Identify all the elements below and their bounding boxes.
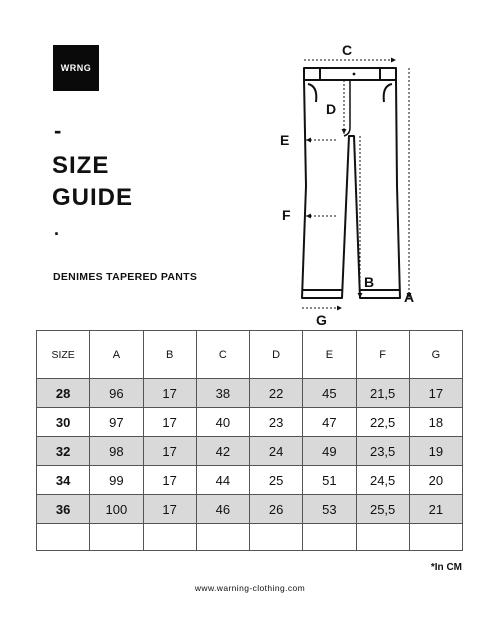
table-row bbox=[37, 495, 463, 524]
table-header-row bbox=[37, 331, 463, 379]
unit-note: *In CM bbox=[430, 562, 462, 573]
table-cell-empty bbox=[303, 524, 356, 551]
page-title bbox=[52, 150, 133, 214]
table-cell: 24 bbox=[250, 437, 303, 466]
header-size: SIZE bbox=[37, 331, 90, 379]
table-cell: 22,5 bbox=[356, 408, 409, 437]
table-cell: 17 bbox=[143, 437, 196, 466]
table-cell: 42 bbox=[196, 437, 249, 466]
table-cell: 21,5 bbox=[356, 379, 409, 408]
header-d: D bbox=[250, 331, 303, 379]
table-row bbox=[37, 379, 463, 408]
table-cell: 20 bbox=[409, 466, 462, 495]
table-row bbox=[37, 408, 463, 437]
table-cell: 21 bbox=[409, 495, 462, 524]
logo-text: WRNG bbox=[60, 63, 92, 73]
table-cell: 17 bbox=[143, 466, 196, 495]
table-cell: 40 bbox=[196, 408, 249, 437]
table-row bbox=[37, 466, 463, 495]
table-cell-empty bbox=[196, 524, 249, 551]
table-cell: 38 bbox=[196, 379, 249, 408]
table-cell: 96 bbox=[90, 379, 143, 408]
table-cell: 97 bbox=[90, 408, 143, 437]
table-row-empty bbox=[37, 524, 463, 551]
table-cell: 100 bbox=[90, 495, 143, 524]
label-d: D bbox=[326, 101, 337, 117]
header-g: G bbox=[409, 331, 462, 379]
title-line-2: GUIDE bbox=[52, 184, 134, 211]
table-cell: 28 bbox=[37, 379, 90, 408]
table-cell-empty bbox=[250, 524, 303, 551]
size-table bbox=[36, 330, 463, 551]
footer-url[interactable]: www.warning-clothing.com bbox=[194, 583, 306, 593]
table-cell: 51 bbox=[303, 466, 356, 495]
table-cell: 23 bbox=[250, 408, 303, 437]
table-cell: 25 bbox=[250, 466, 303, 495]
table-cell: 36 bbox=[37, 495, 90, 524]
label-e: E bbox=[280, 132, 290, 148]
product-name: DENIMES TAPERED PANTS bbox=[53, 271, 198, 283]
header-a: A bbox=[90, 331, 143, 379]
title-dot: . bbox=[54, 219, 60, 239]
table-cell: 17 bbox=[409, 379, 462, 408]
title-line-1: SIZE bbox=[52, 152, 110, 179]
title-dash: - bbox=[54, 118, 62, 143]
table-cell-empty bbox=[90, 524, 143, 551]
table-cell: 17 bbox=[143, 495, 196, 524]
table-cell: 53 bbox=[303, 495, 356, 524]
table-cell: 44 bbox=[196, 466, 249, 495]
table-cell: 23,5 bbox=[356, 437, 409, 466]
pants-measurement-diagram bbox=[270, 36, 430, 326]
table-cell-empty bbox=[37, 524, 90, 551]
table-cell: 26 bbox=[250, 495, 303, 524]
table-cell-empty bbox=[356, 524, 409, 551]
table-cell: 24,5 bbox=[356, 466, 409, 495]
table-cell: 45 bbox=[303, 379, 356, 408]
table-cell: 30 bbox=[37, 408, 90, 437]
table-cell: 17 bbox=[143, 379, 196, 408]
header-f: F bbox=[356, 331, 409, 379]
header-e: E bbox=[303, 331, 356, 379]
table-cell-empty bbox=[143, 524, 196, 551]
header-b: B bbox=[143, 331, 196, 379]
label-c: C bbox=[342, 42, 353, 58]
table-cell: 98 bbox=[90, 437, 143, 466]
header-c: C bbox=[196, 331, 249, 379]
label-a: A bbox=[404, 289, 415, 305]
table-row bbox=[37, 437, 463, 466]
table-cell: 46 bbox=[196, 495, 249, 524]
label-g: G bbox=[316, 312, 327, 326]
table-cell: 17 bbox=[143, 408, 196, 437]
label-f: F bbox=[282, 207, 291, 223]
table-cell: 47 bbox=[303, 408, 356, 437]
button-dot bbox=[353, 73, 356, 76]
table-cell: 34 bbox=[37, 466, 90, 495]
table-cell: 25,5 bbox=[356, 495, 409, 524]
table-cell: 99 bbox=[90, 466, 143, 495]
pants-outline bbox=[302, 68, 400, 298]
table-cell: 49 bbox=[303, 437, 356, 466]
label-b: B bbox=[364, 274, 375, 290]
table-cell: 22 bbox=[250, 379, 303, 408]
table-cell: 19 bbox=[409, 437, 462, 466]
brand-logo bbox=[53, 45, 99, 91]
table-cell: 32 bbox=[37, 437, 90, 466]
table-cell: 18 bbox=[409, 408, 462, 437]
table-cell-empty bbox=[409, 524, 462, 551]
